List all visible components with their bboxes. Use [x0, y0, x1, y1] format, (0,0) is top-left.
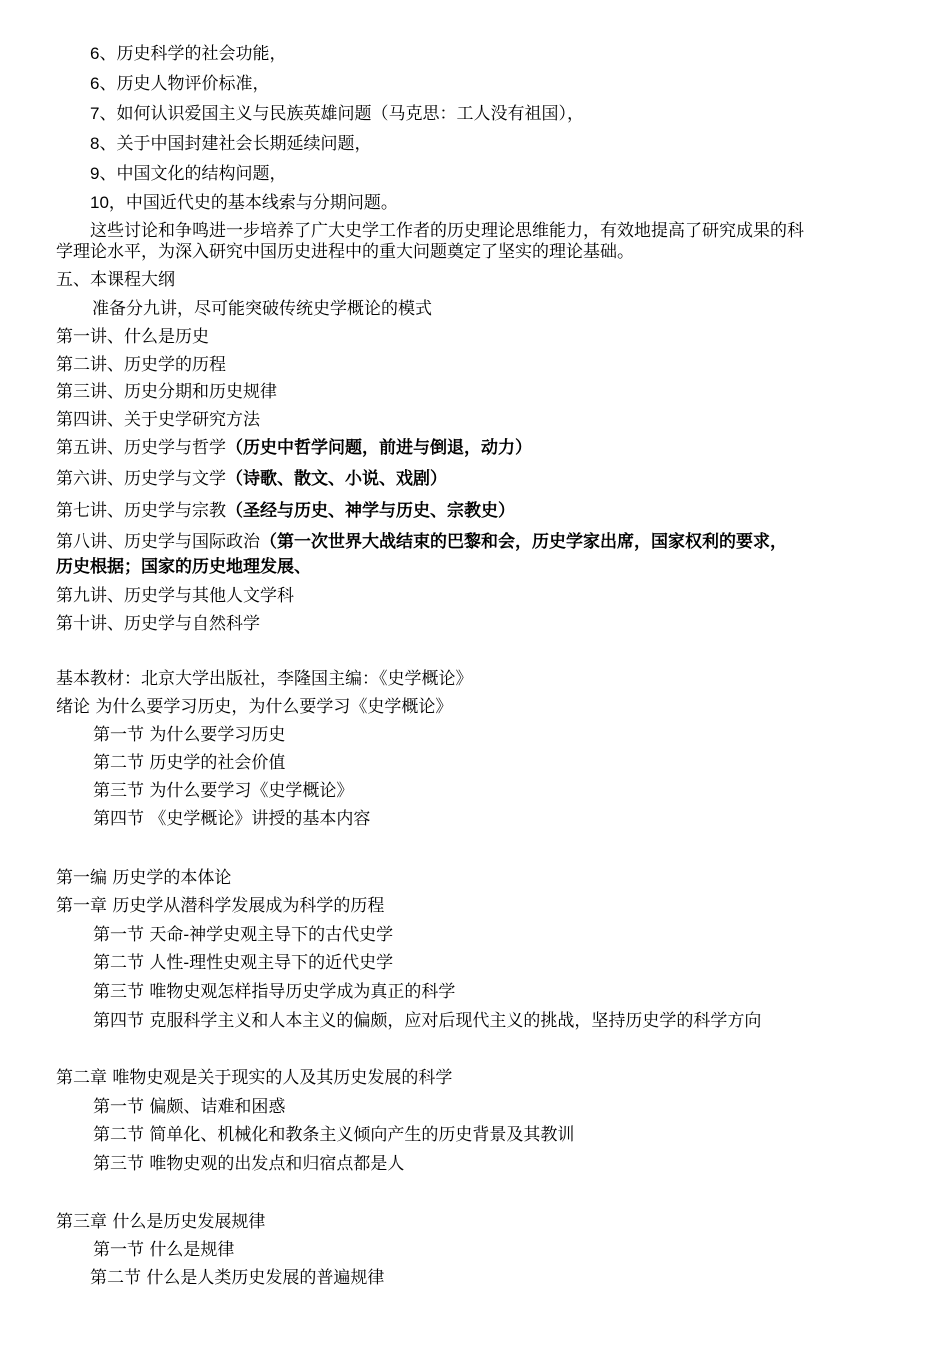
section-intro: 准备分九讲，尽可能突破传统史学概论的模式	[92, 299, 432, 319]
textbook-line: 基本教材：北京大学出版社，李隆国主编：《史学概论》	[56, 669, 473, 689]
summary-line-1: 这些讨论和争鸣进一步培养了广大史学工作者的历史理论思维能力，有效地提高了研究成果的科	[90, 221, 804, 241]
lecture-6-note: （诗歌、散文、小说、戏剧）	[226, 469, 447, 489]
list-item: 6、历史人物评价标准，	[90, 74, 270, 94]
lecture-5-note: （历史中哲学问题，前进与倒退，动力）	[226, 438, 532, 458]
list-item: 6、历史科学的社会功能，	[90, 44, 287, 64]
summary-line-2: 学理论水平，为深入研究中国历史进程中的重大问题奠定了坚实的理论基础。	[56, 242, 634, 262]
part-title: 第一编 历史学的本体论	[56, 868, 232, 888]
chapter-2-section: 第二节 简单化、机械化和教条主义倾向产生的历史背景及其教训	[93, 1125, 575, 1145]
chapter-2-section: 第三节 唯物史观的出发点和归宿点都是人	[93, 1154, 405, 1174]
lecture-7: 第七讲、历史学与宗教（圣经与历史、神学与历史、宗教史）	[56, 501, 515, 521]
chapter-1-section: 第二节 人性-理性史观主导下的近代史学	[93, 953, 394, 973]
lecture-4: 第四讲、关于史学研究方法	[56, 410, 260, 430]
intro-section: 第一节 为什么要学习历史	[93, 725, 286, 745]
intro-section: 第二节 历史学的社会价值	[93, 753, 286, 773]
lecture-5: 第五讲、历史学与哲学（历史中哲学问题，前进与倒退，动力）	[56, 438, 532, 458]
chapter-1-section: 第四节 克服科学主义和人本主义的偏颇，应对后现代主义的挑战，坚持历史学的科学方向	[93, 1011, 762, 1031]
list-item: 8、关于中国封建社会长期延续问题，	[90, 134, 372, 154]
lecture-2: 第二讲、历史学的历程	[56, 355, 226, 375]
chapter-2-title: 第二章 唯物史观是关于现实的人及其历史发展的科学	[56, 1068, 453, 1088]
list-item: 7、如何认识爱国主义与民族英雄问题（马克思：工人没有祖国），	[90, 104, 584, 124]
lecture-10: 第十讲、历史学与自然科学	[56, 614, 260, 634]
lecture-1: 第一讲、什么是历史	[56, 327, 209, 347]
section-heading: 五、本课程大纲	[56, 270, 175, 290]
intro-section: 第四节 《史学概论》讲授的基本内容	[93, 809, 371, 829]
lecture-8-note-cont: 历史根据；国家的历史地理发展、	[56, 557, 311, 577]
intro-title: 绪论 为什么要学习历史，为什么要学习《史学概论》	[56, 697, 453, 717]
chapter-1-section: 第一节 天命-神学史观主导下的古代史学	[93, 925, 394, 945]
chapter-1-section: 第三节 唯物史观怎样指导历史学成为真正的科学	[93, 982, 456, 1002]
list-item: 9、中国文化的结构问题，	[90, 164, 287, 184]
lecture-8-note: （第一次世界大战结束的巴黎和会，历史学家出席，国家权利的要求，	[260, 532, 787, 552]
chapter-2-section: 第一节 偏颇、诘难和困惑	[93, 1097, 286, 1117]
intro-section: 第三节 为什么要学习《史学概论》	[93, 781, 354, 801]
list-item: 10，中国近代史的基本线索与分期问题。	[90, 193, 398, 213]
chapter-3-section: 第二节 什么是人类历史发展的普遍规律	[90, 1268, 385, 1288]
lecture-3: 第三讲、历史分期和历史规律	[56, 382, 277, 402]
chapter-3-title: 第三章 什么是历史发展规律	[56, 1212, 266, 1232]
lecture-9: 第九讲、历史学与其他人文学科	[56, 586, 294, 606]
chapter-3-section: 第一节 什么是规律	[93, 1240, 235, 1260]
lecture-7-note: （圣经与历史、神学与历史、宗教史）	[226, 501, 515, 521]
lecture-8: 第八讲、历史学与国际政治（第一次世界大战结束的巴黎和会，历史学家出席，国家权利的要求，	[56, 532, 787, 552]
lecture-6: 第六讲、历史学与文学（诗歌、散文、小说、戏剧）	[56, 469, 447, 489]
chapter-1-title: 第一章 历史学从潜科学发展成为科学的历程	[56, 896, 385, 916]
